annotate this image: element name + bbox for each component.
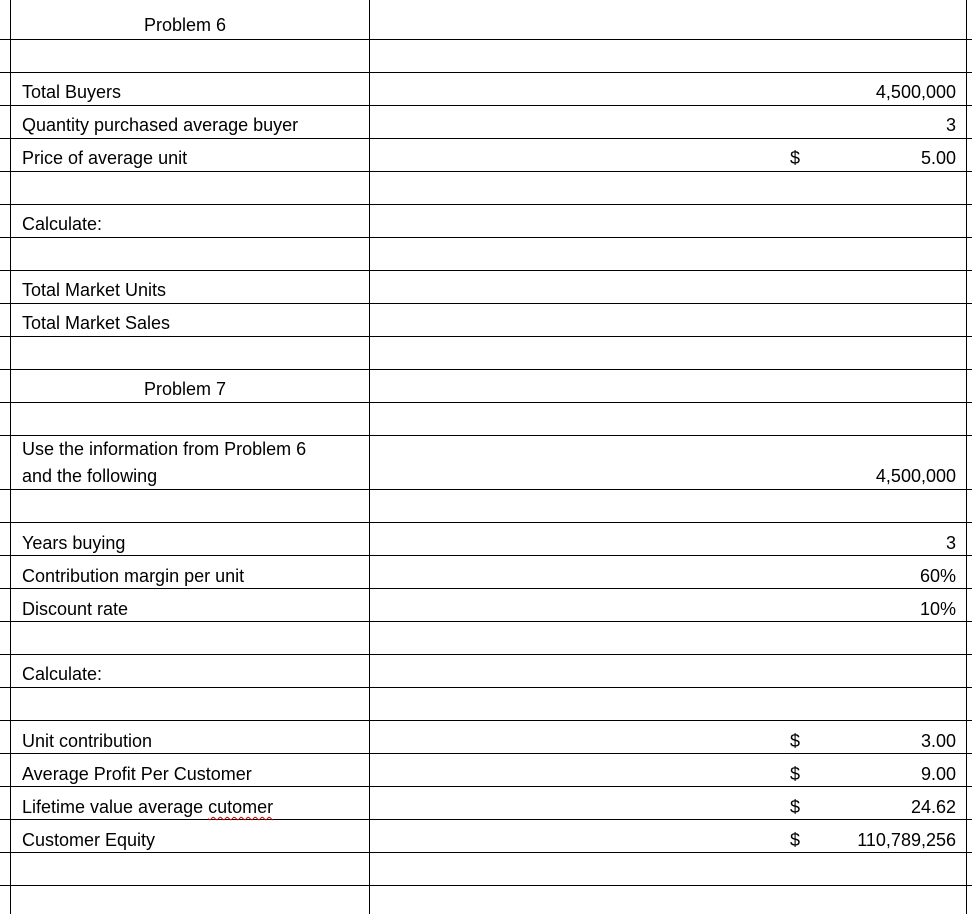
problem6-title: Problem 6 <box>144 15 227 35</box>
ltv-label <box>22 794 273 820</box>
table-row[interactable] <box>0 556 972 589</box>
avg-profit-value: 9.00 <box>920 764 956 784</box>
discount-value: 10% <box>919 599 956 619</box>
ltv-value: 24.62 <box>910 797 956 817</box>
table-row[interactable] <box>0 238 972 271</box>
calculate-label-2: Calculate: <box>22 664 103 684</box>
table-row[interactable] <box>0 370 972 403</box>
problem7-title: Problem 7 <box>144 379 227 399</box>
table-row[interactable] <box>0 688 972 721</box>
unit-contribution-label: Unit contribution <box>22 731 153 751</box>
avg-profit-label: Average Profit Per Customer <box>22 764 252 784</box>
table-row[interactable] <box>0 337 972 370</box>
market-sales-label: Total Market Sales <box>22 313 171 333</box>
unit-contribution-currency: $ <box>790 731 801 751</box>
table-row[interactable] <box>0 721 972 754</box>
price-label: Price of average unit <box>22 148 188 168</box>
avg-profit-currency: $ <box>790 764 801 784</box>
market-units-label: Total Market Units <box>22 280 167 300</box>
table-row[interactable] <box>0 754 972 787</box>
margin-value: 60% <box>919 566 956 586</box>
ltv-label-misspelled: cutomer <box>208 797 274 817</box>
quantity-value: 3 <box>945 115 956 135</box>
table-row[interactable] <box>0 787 972 820</box>
table-row[interactable] <box>0 0 972 40</box>
price-currency: $ <box>790 148 801 168</box>
table-row[interactable] <box>0 106 972 139</box>
table-row[interactable] <box>0 655 972 688</box>
years-value: 3 <box>945 533 956 553</box>
unit-contribution-value: 3.00 <box>920 731 956 751</box>
quantity-label: Quantity purchased average buyer <box>22 115 299 135</box>
info-line-1: Use the information from Problem 6 <box>22 439 307 459</box>
equity-value: 110,789,256 <box>857 830 956 850</box>
table-row[interactable] <box>0 589 972 622</box>
years-label: Years buying <box>22 533 126 553</box>
info-value: 4,500,000 <box>875 466 956 486</box>
margin-label: Contribution margin per unit <box>22 566 245 586</box>
price-value: 5.00 <box>920 148 956 168</box>
equity-currency: $ <box>790 830 801 850</box>
ltv-currency: $ <box>790 797 801 817</box>
table-row[interactable] <box>0 73 972 106</box>
table-row[interactable] <box>0 304 972 337</box>
table-row[interactable] <box>0 205 972 238</box>
ltv-label-prefix: Lifetime value average <box>22 797 209 817</box>
table-row[interactable] <box>0 622 972 655</box>
equity-label: Customer Equity <box>22 830 156 850</box>
info-line-2: and the following <box>22 466 158 486</box>
calculate-label: Calculate: <box>22 214 103 234</box>
table-row[interactable] <box>0 820 972 853</box>
table-row[interactable] <box>0 172 972 205</box>
table-row[interactable] <box>0 139 972 172</box>
discount-label: Discount rate <box>22 599 129 619</box>
table-row[interactable] <box>0 853 972 886</box>
table-row[interactable] <box>0 436 972 490</box>
table-row[interactable] <box>0 490 972 523</box>
total-buyers-label: Total Buyers <box>22 82 122 102</box>
table-row[interactable] <box>0 523 972 556</box>
table-row[interactable] <box>0 271 972 304</box>
table-row[interactable] <box>0 403 972 436</box>
total-buyers-value: 4,500,000 <box>875 82 956 102</box>
table-row[interactable] <box>0 40 972 73</box>
